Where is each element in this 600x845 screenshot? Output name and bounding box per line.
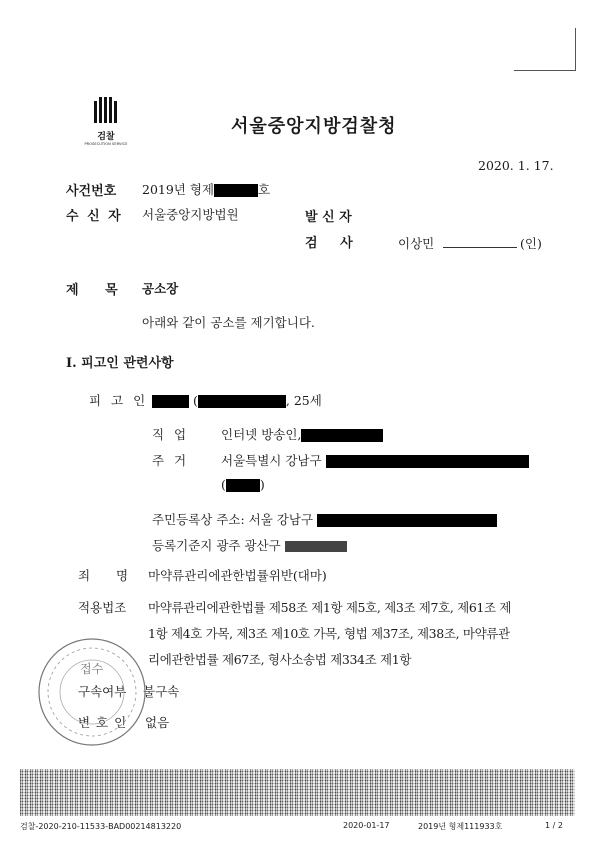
sender-label: 발 신 자 bbox=[305, 210, 352, 225]
redacted-block bbox=[214, 184, 258, 197]
crime-value: 마약류관리에관한법률위반(대마) bbox=[148, 568, 327, 583]
base-address: 등록기준지 광주 광산구 bbox=[152, 538, 281, 553]
redacted-block bbox=[326, 455, 529, 468]
redacted-block bbox=[317, 514, 497, 527]
footer-case-no: 2019년 형제111933호 bbox=[418, 822, 503, 831]
redacted-block bbox=[152, 395, 189, 408]
footer-page: 1 / 2 bbox=[545, 821, 563, 830]
org-name: 서울중앙지방검찰청 bbox=[231, 116, 397, 137]
defendant-row bbox=[152, 391, 322, 409]
seal-mark: (인) bbox=[520, 236, 542, 251]
job-label: 직 업 bbox=[152, 427, 187, 442]
signature-line bbox=[443, 247, 517, 248]
detention-value: 불구속 bbox=[143, 684, 180, 699]
address-detail-close: ) bbox=[259, 477, 265, 492]
paren-open: ( bbox=[192, 393, 198, 408]
address-detail-row bbox=[221, 477, 265, 492]
receipt-stamp bbox=[36, 636, 148, 748]
registered-address: 주민등록상 주소: 서울 강남구 bbox=[152, 512, 314, 527]
job-row bbox=[221, 425, 383, 443]
crime-label: 죄 명 bbox=[78, 568, 129, 583]
law-line-2: 1항 제4호 가목, 제3조 제10호 가목, 형법 제37조, 제38조, 마약류관 bbox=[148, 626, 510, 641]
address-label: 주 거 bbox=[152, 453, 187, 468]
case-number-suffix: 호 bbox=[258, 182, 271, 197]
law-label: 적용법조 bbox=[78, 600, 127, 615]
case-number bbox=[142, 180, 270, 198]
footer-doc-id: 검찰-2020-210-11533-BAD00214813220 bbox=[20, 822, 182, 831]
detention-label: 구속여부 bbox=[78, 684, 127, 699]
address-value: 서울특별시 강남구 bbox=[221, 453, 322, 468]
section-heading: Ⅰ. 피고인 관련사항 bbox=[66, 356, 174, 371]
base-address-row bbox=[152, 536, 347, 554]
stamp-center-text: 접수 bbox=[80, 662, 104, 676]
law-line-3: 리에관한법률 제67조, 형사소송법 제334조 제1항 bbox=[148, 652, 412, 667]
logo-bars-icon bbox=[84, 97, 128, 127]
lawyer-label: 변 호 인 bbox=[78, 715, 127, 730]
logo-subtext: PROSECUTION SERVICE bbox=[84, 142, 128, 146]
redacted-block bbox=[285, 541, 347, 552]
registered-address-row bbox=[152, 510, 497, 528]
redacted-block bbox=[226, 479, 260, 492]
redacted-block bbox=[198, 395, 286, 408]
subject-intro: 아래와 같이 공소를 제기합니다. bbox=[142, 315, 315, 330]
defendant-age: , 25세 bbox=[285, 393, 322, 408]
prosecutor-label: 검 사 bbox=[305, 236, 353, 251]
recipient: 서울중앙지방법원 bbox=[142, 207, 239, 222]
subject-label: 제 목 bbox=[66, 283, 118, 298]
address-detail-open: ( bbox=[221, 477, 226, 492]
defendant-label: 피 고 인 bbox=[89, 393, 146, 408]
subject-value: 공소장 bbox=[142, 281, 179, 296]
case-number-label: 사건번호 bbox=[66, 184, 117, 199]
corner-mark-vertical bbox=[575, 28, 576, 71]
case-number-prefix: 2019년 형제 bbox=[142, 182, 215, 197]
lawyer-value: 없음 bbox=[145, 715, 170, 730]
redacted-block bbox=[301, 429, 383, 442]
footer-date: 2020-01-17 bbox=[343, 821, 390, 830]
corner-mark bbox=[514, 70, 576, 71]
job-value: 인터넷 방송인, bbox=[221, 427, 302, 442]
logo-text: 검찰 bbox=[97, 132, 115, 142]
address-row bbox=[221, 451, 529, 469]
document-date: 2020. 1. 17. bbox=[478, 158, 554, 173]
prosecution-logo bbox=[84, 97, 128, 146]
prosecutor-name: 이상민 bbox=[398, 236, 435, 251]
scan-barcode-overlay bbox=[20, 769, 575, 816]
law-line-1: 마약류관리에관한법률 제58조 제1항 제5호, 제3조 제7호, 제61조 제 bbox=[148, 600, 512, 615]
stamp-ring-icon bbox=[36, 636, 148, 748]
recipient-label: 수 신 자 bbox=[66, 209, 121, 224]
